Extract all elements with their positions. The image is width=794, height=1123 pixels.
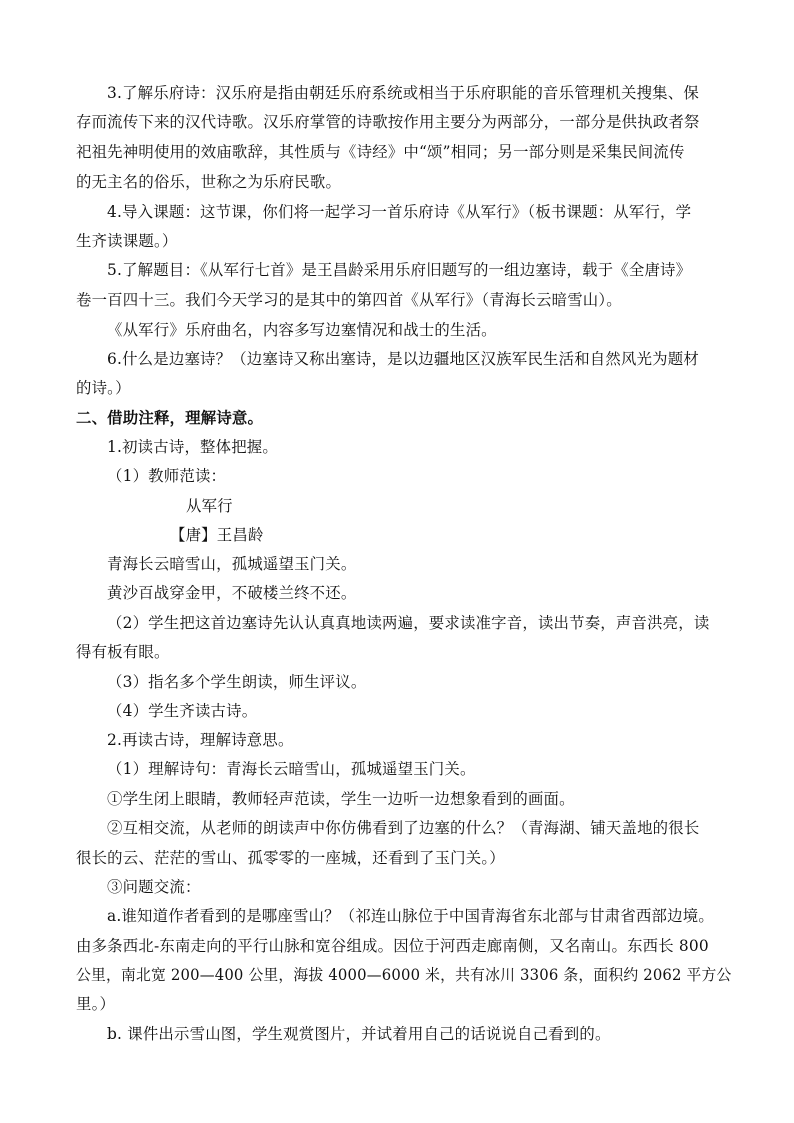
text-line: b. 课件出示雪山图，学生观赏图片，并试着用自己的话说说自己看到的。: [107, 1025, 611, 1043]
poem-line: 黄沙百战穿金甲，不破楼兰终不还。: [107, 584, 357, 602]
text-line: 1.初读古诗，整体把握。: [107, 438, 278, 456]
text-line: 由多条西北-东南走向的平行山脉和宽谷组成。因位于河西走廊南侧，又名南山。东西长 800: [76, 937, 709, 955]
text-line: （3）指名多个学生朗读，师生评议。: [107, 673, 367, 691]
text-line: 公里，南北宽 200—400 公里，海拔 4000—6000 米，共有冰川 3306 条，面积约 2062 平方公: [76, 966, 732, 984]
text-line: 《从军行》乐府曲名，内容多写边塞情况和战士的生活。: [107, 321, 497, 339]
section-heading: 二、借助注释，理解诗意。: [76, 409, 264, 427]
poem-line: 青海长云暗雪山，孤城遥望玉门关。: [107, 555, 357, 573]
text-line: 2.再读古诗，理解诗意思。: [107, 731, 294, 749]
text-line: 3.了解乐府诗：汉乐府是指由朝廷乐府系统或相当于乐府职能的音乐管理机关搜集、保: [107, 84, 699, 102]
text-line: 的诗。）: [76, 379, 131, 397]
text-line: a.谁知道作者看到的是哪座雪山？（祁连山脉位于中国青海省东北部与甘肃省西部边境。: [107, 907, 714, 925]
text-line: 卷一百四十三。我们今天学习的是其中的第四首《从军行》（青海长云暗雪山）。: [76, 291, 622, 309]
text-line: （2）学生把这首边塞诗先认认真真地读两遍，要求读准字音，读出节奏，声音洪亮，读: [107, 614, 710, 632]
text-line: 祀祖先神明使用的效庙歌辞，其性质与《诗经》中“颂”相同；另一部分则是采集民间流传: [76, 143, 685, 161]
text-line: 生齐读课题。）: [76, 232, 178, 250]
text-line: 5.了解题目：《从军行七首》是王昌龄采用乐府旧题写的一组边塞诗，载于《全唐诗》: [107, 261, 692, 279]
text-line: 存而流传下来的汉代诗歌。汉乐府掌管的诗歌按作用主要分为两部分，一部分是供执政者祭: [76, 113, 700, 131]
text-line: 里。）: [76, 995, 116, 1013]
text-line: 的无主名的俗乐，世称之为乐府民歌。: [76, 173, 342, 191]
text-line: 得有板有眼。: [76, 643, 170, 661]
poem-author: 【唐】王昌龄: [170, 526, 264, 544]
text-line: 6.什么是边塞诗？（边塞诗又称出塞诗，是以边疆地区汉族军民生活和自然风光为题材: [107, 350, 699, 368]
text-line: （4）学生齐读古诗。: [107, 702, 258, 720]
text-line: ①学生闭上眼睛，教师轻声范读，学生一边听一边想象看到的画面。: [107, 790, 575, 808]
text-line: ②互相交流，从老师的朗读声中你仿佛看到了边塞的什么？（青海湖、铺天盖地的很长: [107, 819, 700, 837]
poem-title: 从军行: [186, 497, 233, 515]
text-line: 4.导入课题：这节课，你们将一起学习一首乐府诗《从军行》（板书课题：从军行，学: [107, 203, 692, 221]
text-line: 很长的云、茫茫的雪山、孤零零的一座城，还看到了玉门关。）: [76, 849, 505, 867]
text-line: （1）理解诗句：青海长云暗雪山，孤城遥望玉门关。: [107, 760, 476, 778]
text-line: ③问题交流：: [107, 878, 201, 896]
text-line: （1）教师范读：: [107, 467, 227, 485]
